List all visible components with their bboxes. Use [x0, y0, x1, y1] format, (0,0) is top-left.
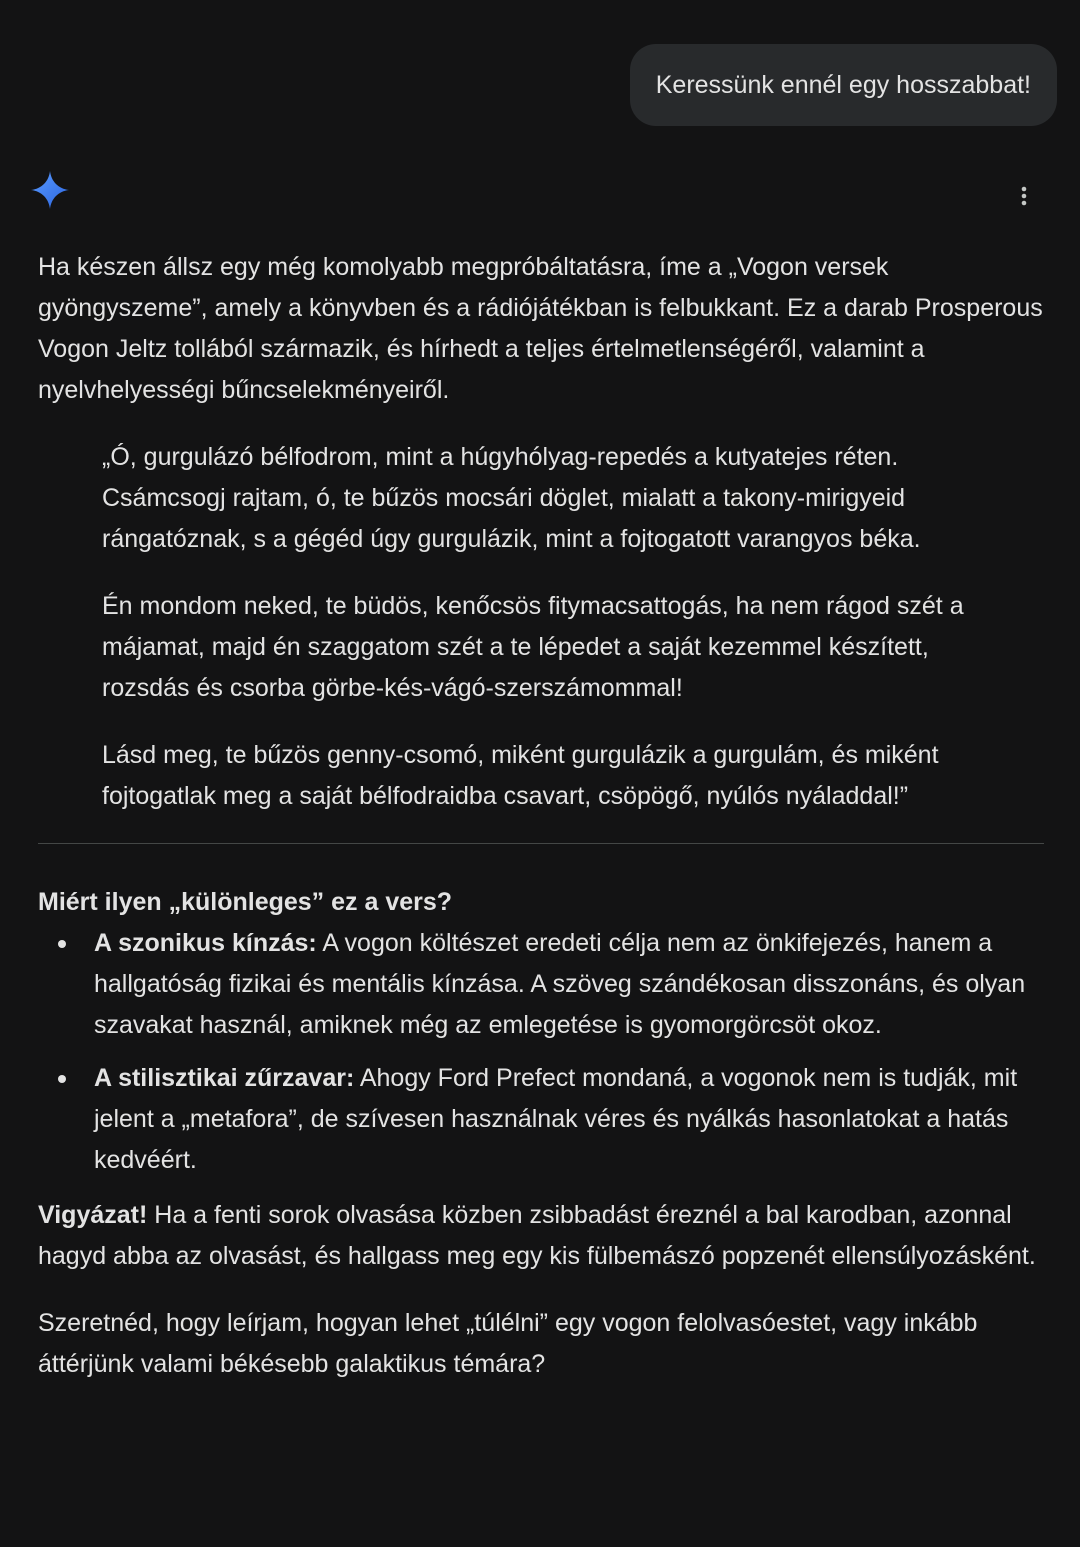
- more-vert-icon[interactable]: [1004, 176, 1044, 216]
- closing-question: Szeretnéd, hogy leírjam, hogyan lehet „túlélni” egy vogon felolvasóestet, vagy inkább áttérjünk valami békésebb galaktikus témára?: [38, 1309, 978, 1378]
- bullet-dot: [58, 940, 66, 948]
- warning-text: Ha a fenti sorok olvasása közben zsibbadást éreznél a bal karodban, azonnal hagyd abba az olvasást, és hallgass meg egy kis fülbemászó popzenét ellensúlyozásként.: [38, 1201, 1036, 1270]
- bullet-item: [38, 1058, 1048, 1181]
- poem-stanza-3: Lásd meg, te bűzös genny-csomó, miként gurgulázik a gurgulám, és miként fojtogatlak meg a saját bélfodraidba csavart, csöpögő, nyúlós nyáladdal!”: [102, 741, 939, 810]
- bullet-dot: [58, 1075, 66, 1083]
- user-message-bubble: [630, 44, 1057, 126]
- warning-paragraph: [38, 1195, 1048, 1277]
- user-message-text: Keressünk ennél egy hosszabbat!: [655, 70, 1031, 99]
- assistant-response: [38, 247, 1048, 1385]
- bullet-list: [38, 923, 1048, 1181]
- gemini-sparkle-icon: [31, 171, 69, 209]
- poem-quote: [102, 437, 1002, 817]
- divider: [38, 843, 1044, 844]
- bullet-title: A stilisztikai zűrzavar:: [94, 1064, 355, 1092]
- bullet-text: A vogon költészet eredeti célja nem az önkifejezés, hanem a hallgatóság fizikai és mentális kínzása. A szöveg szándékosan disszonáns, és olyan szavakat használ, amiknek még az emlegetése is gyomorgörcsöt okoz.: [94, 929, 1026, 1039]
- bullet-text: Ahogy Ford Prefect mondaná, a vogonok nem is tudják, mit jelent a „metafora”, de szívesen használnak véres és nyálkás hasonlatokat a hatás kedvéért.: [94, 1064, 1018, 1174]
- bullet-item: [38, 923, 1048, 1046]
- poem-stanza-1: „Ó, gurgulázó bélfodrom, mint a húgyhólyag-repedés a kutyatejes réten. Csámcsogj rajtam, ó, te bűzös mocsári döglet, mialatt a takony-mirigyeid rángatóznak, s a gégéd úgy gurgulázik, mint a fojtogatott varangyos béka.: [102, 443, 921, 553]
- bullet-title: A szonikus kínzás:: [94, 929, 317, 957]
- response-intro: Ha készen állsz egy még komolyabb megpróbáltatásra, íme a „Vogon versek gyöngyszeme”, amely a könyvben és a rádiójátékban is felbukkant. Ez a darab Prosperous Vogon Jeltz tollából származik, és hírhedt a teljes értelmetlenségéről, valamint a nyelvhelyességi bűncselekményeiről.: [38, 253, 1043, 404]
- warning-label: Vigyázat!: [38, 1201, 148, 1229]
- poem-stanza-2: Én mondom neked, te büdös, kenőcsös fitymacsattogás, ha nem rágod szét a májamat, majd én szaggatom szét a te lépedet a saját kezemmel készített, rozsdás és csorba görbe-kés-vágó-szerszámommal!: [102, 592, 964, 702]
- section-heading: Miért ilyen „különleges” ez a vers?: [38, 888, 453, 916]
